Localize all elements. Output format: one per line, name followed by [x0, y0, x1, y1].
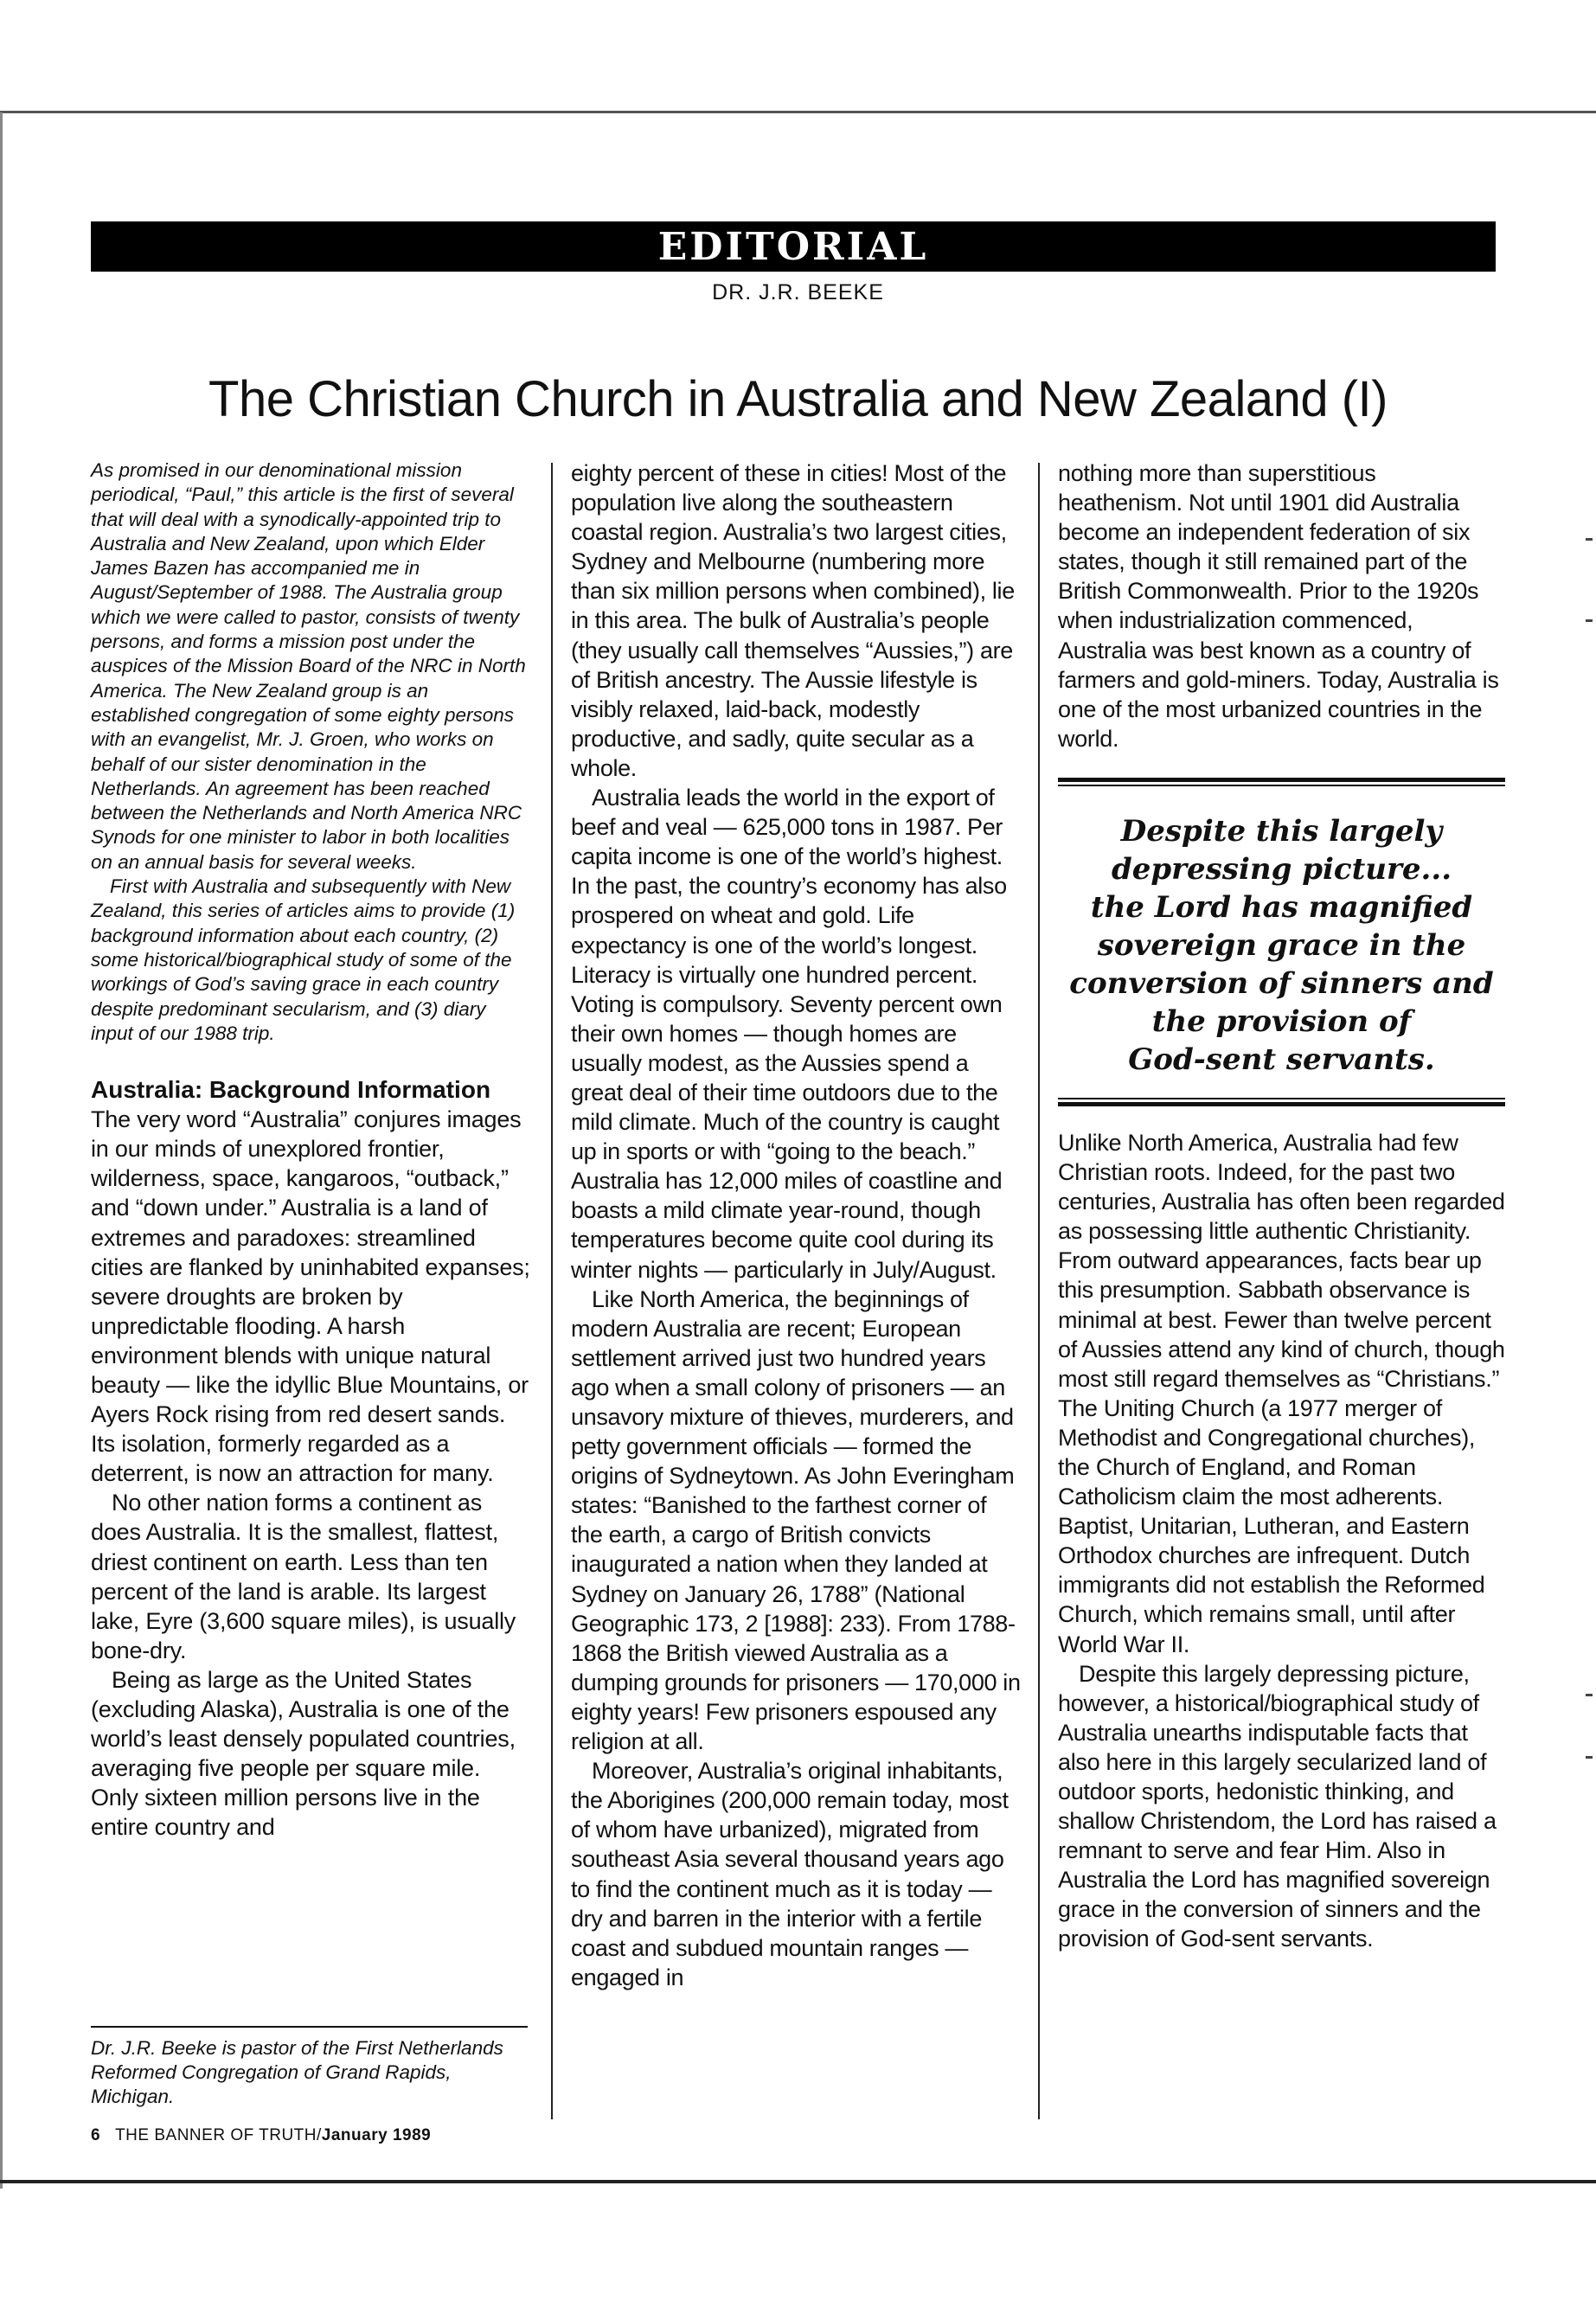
scan-mark — [1586, 538, 1593, 541]
body-paragraph: No other nation forms a continent as does Australia. It is the smallest, flattest, driest continent on earth. Less than ten percent of the land is arable. Its largest lake, Eyre (3,600 square miles), is usually bone-dry. — [91, 1490, 516, 1663]
body-paragraph: Despite this largely depressing picture, however, a historical/biographical study of Australia unearths indisputable facts that also here in this largely secularized land of outdoor sports, hedonistic thinking, and shallow Christendom, the Lord has raised a remnant to serve and fear Him. Also in Australia the Lord has magnified sovereign grace in the conversion of sinners and the provision of God-sent servants. — [1058, 1660, 1497, 1952]
pullquote-line: God-sent servants. — [1128, 1042, 1435, 1077]
scan-mark — [1586, 1756, 1593, 1759]
pullquote-line: Despite this largely — [1120, 813, 1443, 849]
body-paragraph: Moreover, Australia’s original inhabitants, the Aborigines (200,000 remain today, most of whom have urbanized), migrated from southeast Asia several thousand years ago to find the continent much as it is today — dry and barren in the interior with a fertile coast and subdued mountain ranges — engaged in — [571, 1758, 1009, 1990]
section-label: EDITORIAL — [657, 224, 929, 269]
article-title: The Christian Church in Australia and New Zealand (I) — [208, 371, 1388, 427]
intro-paragraph: As promised in our denominational mission periodical, “Paul,” this article is the first of several that will deal with a synodically-appointed trip to Australia and New Zealand, upon which Elder James Bazen has accompanied me in August/September of 1988. The Australia group which we were called to pastor, consists of twenty persons, and forms a mission post under the auspices of the Mission Board of the NRC in North America. The New Zealand group is an established congregation of some eighty persons with an evangelist, Mr. J. Groen, who works on behalf of our sister denomination in the Netherlands. An agreement has been reached between the Netherlands and North America NRC Synods for one minister to labor in both localities on an annual basis for several weeks. — [91, 459, 526, 873]
page-folio — [91, 2126, 431, 2145]
pullquote-line: sovereign grace in the — [1097, 927, 1466, 963]
scan-mark — [1586, 1694, 1593, 1696]
body-paragraph: nothing more than superstitious heathenism. Not until 1901 did Australia become an independent federation of six states, though it still remained part of the British Commonwealth. Prior to the 1920s when industrialization commenced, Australia was best known as a country of farmers and gold-miners. Today, Australia is one of the most urbanized countries in the world. — [1058, 460, 1499, 752]
scan-edge-top — [0, 111, 1596, 113]
section-banner — [91, 221, 1496, 272]
intro-paragraph: First with Australia and subsequently with New Zealand, this series of articles aims to provide (1) background information about each country, (2) some historical/biographical study of some of the workings of God’s saving grace in each country despite predominant secularism, and (3) diary input of our 1988 trip. — [91, 875, 516, 1044]
column-rule — [551, 463, 553, 2119]
column-2 — [571, 458, 1021, 1992]
body-paragraph: eighty percent of these in cities! Most of the population live along the southeastern coastal region. Australia’s two largest cities, Sydney and Melbourne (numbering more than six million persons when combined), lie in this area. The bulk of Australia’s people (they usually call themselves “Aussies,”) are of British ancestry. The Aussie lifestyle is visibly relaxed, laid-back, modestly productive, and sadly, quite secular as a whole. — [571, 460, 1015, 781]
section-heading: Australia: Background Information — [91, 1076, 491, 1104]
pullquote-rule-bottom — [1058, 1098, 1505, 1109]
byline: DR. J.R. BEEKE — [712, 280, 884, 304]
pullquote-line: conversion of sinners and — [1069, 965, 1494, 1001]
pullquote-line: the provision of — [1151, 1003, 1412, 1039]
author-footnote — [91, 2026, 532, 2109]
scan-edge-bottom — [0, 2180, 1596, 2183]
body-paragraph: Australia leads the world in the export of beef and veal — 625,000 tons in 1987. Per capita income is one of the world’s highest. In the past, the country’s economy has also prospered on wheat and gold. Life expectancy is one of the world’s longest. Literacy is virtually one hundred percent. Voting is compulsory. Seventy percent own their own homes — though homes are usually modest, as the Aussies spend a great deal of their time outdoors due to the mild climate. Much of the country is caught up in sports or with “going to the beach.” Australia has 12,000 miles of coastline and boasts a mild climate year-round, though temperatures become quite cool during its winter nights — particularly in July/August. — [571, 785, 1007, 1283]
publication-name: THE BANNER OF TRUTH — [115, 2126, 317, 2144]
scan-mark — [1586, 619, 1593, 622]
body-text — [1058, 1128, 1505, 1954]
pullquote-rule-top — [1058, 778, 1505, 786]
column-1 — [91, 458, 532, 1842]
footnote-text: Dr. J.R. Beeke is pastor of the First Netherlands Reformed Congregation of Grand Rapids, Michigan. — [91, 2037, 503, 2107]
page-number: 6 — [91, 2126, 101, 2144]
footnote-rule — [91, 2026, 528, 2028]
body-paragraph: Like North America, the beginnings of modern Australia are recent; European settlement arrived just two hundred years ago when a small colony of prisoners — an unsavory mixture of thieves, murderers, and petty government officials — formed the origins of Sydneytown. As John Everingham states: “Banished to the farthest corner of the earth, a cargo of British convicts inaugurated a nation when they landed at Sydney on January 26, 1788” (National Geographic 173, 2 [1988]: 233). From 1788-1868 the British viewed Australia as a dumping grounds for prisoners — 170,000 in eighty years! Few prisoners espoused any religion at all. — [571, 1285, 1021, 1755]
body-paragraph: The very word “Australia” conjures images in our minds of unexplored frontier, wilderness, space, kangaroos, “outback,” and “down under.” Australia is a land of extremes and paradoxes: streamlined cities are flanked by uninhabited expanses; severe droughts are broken by unpredictable flooding. A harsh environment blends with unique natural beauty — like the idyllic Blue Mountains, or Ayers Rock rising from red desert sands. Its isolation, formerly regarded as a deterrent, is now an attraction for many. — [91, 1106, 530, 1487]
body-text — [91, 1105, 532, 1842]
pullquote-line: the Lord has magnified — [1090, 889, 1473, 925]
folio-separator: / — [317, 2126, 322, 2144]
column-rule — [1038, 463, 1040, 2119]
body-paragraph: Being as large as the United States (excluding Alaska), Australia is one of the world’s least densely populated countries, averaging five people per square mile. Only sixteen million persons live in the entire country and — [91, 1666, 516, 1841]
issue-date: January 1989 — [321, 2126, 432, 2144]
intro-note — [91, 458, 532, 1046]
body-paragraph: Unlike North America, Australia had few Christian roots. Indeed, for the past two centuries, Australia has often been regarded as possessing little authentic Christianity. From outward appearances, facts bear up this presumption. Sabbath observance is minimal at best. Fewer than twelve percent of Aussies attend any kind of church, though most still regard themselves as “Christians.” The Uniting Church (a 1977 merger of Methodist and Congregational churches), the Church of England, and Roman Catholicism claim the most adherents. Baptist, Unitarian, Lutheran, and Eastern Orthodox churches are infrequent. Dutch immigrants did not establish the Reformed Church, which remains small, until after World War II. — [1058, 1129, 1505, 1657]
pullquote-line: depressing picture... — [1111, 851, 1452, 887]
column-3 — [1058, 458, 1505, 1954]
body-text — [571, 458, 1021, 1992]
pullquote — [1058, 786, 1505, 1098]
body-text — [1058, 458, 1505, 753]
